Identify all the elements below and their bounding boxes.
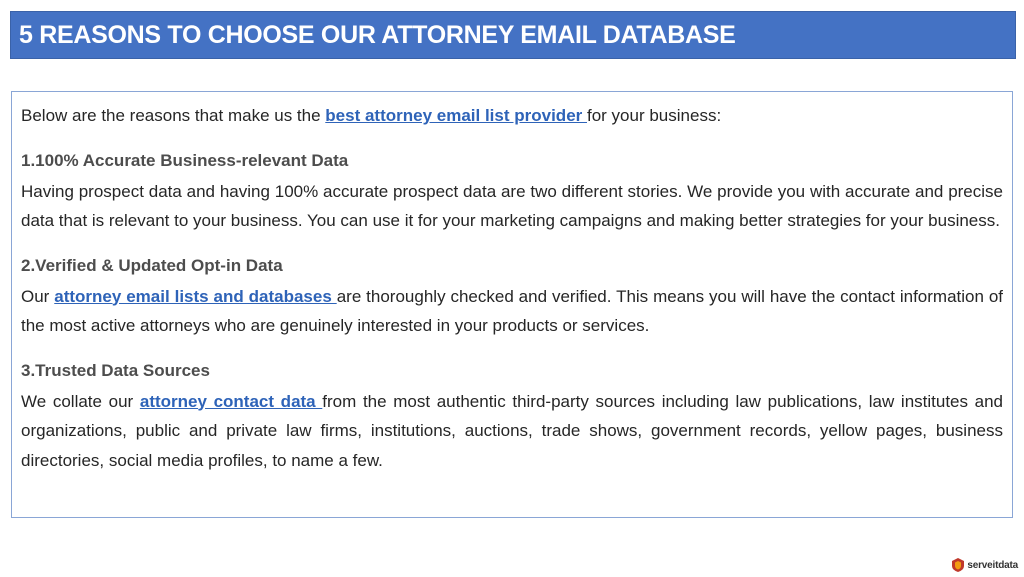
attorney-email-lists-link[interactable]: attorney email lists and databases [54, 286, 337, 306]
section-1-heading: 1.100% Accurate Business-relevant Data [21, 150, 349, 170]
section-2-text-after: are thoroughly checked and verified. This means you will have the contact information of the most active attorneys who are genuinely interested in your products or services. [21, 286, 1004, 335]
section-2-text-before: Our [21, 286, 55, 306]
intro-text-after: for your business: [587, 106, 722, 125]
intro-text-before: Below are the reasons that make us the [21, 106, 326, 125]
section-2-heading: 2.Verified & Updated Opt-in Data [21, 255, 283, 275]
page-title: 5 REASONS TO CHOOSE OUR ATTORNEY EMAIL DATABASE [19, 21, 736, 49]
serveitdata-logo [952, 558, 1018, 572]
attorney-contact-data-link[interactable]: attorney contact data [139, 391, 323, 411]
logo-text: serveitdata [967, 559, 1018, 571]
best-attorney-email-list-provider-link[interactable]: best attorney email list provider [325, 106, 587, 125]
intro-paragraph [21, 101, 1003, 131]
section-3-body [21, 387, 1003, 476]
section-2-body [21, 282, 1003, 341]
title-bar [10, 11, 1016, 59]
section-3-heading: 3.Trusted Data Sources [21, 360, 210, 380]
serveitdata-logo-icon [952, 558, 964, 572]
content-box [11, 91, 1013, 518]
section-1-body: Having prospect data and having 100% accurate prospect data are two different stories. We provide you with accurate and precise data that is relevant to your business. You can use it for your marketing campaigns and making better strategies for your business. [21, 181, 1003, 230]
section-3-text-before: We collate our [21, 391, 140, 411]
section-3-text-after: from the most authentic third-party sources including law publications, law institutes and organizations, public and private law firms, institutions, auctions, trade shows, government records, yellow pages, business directories, social media profiles, to name a few. [21, 391, 1004, 470]
